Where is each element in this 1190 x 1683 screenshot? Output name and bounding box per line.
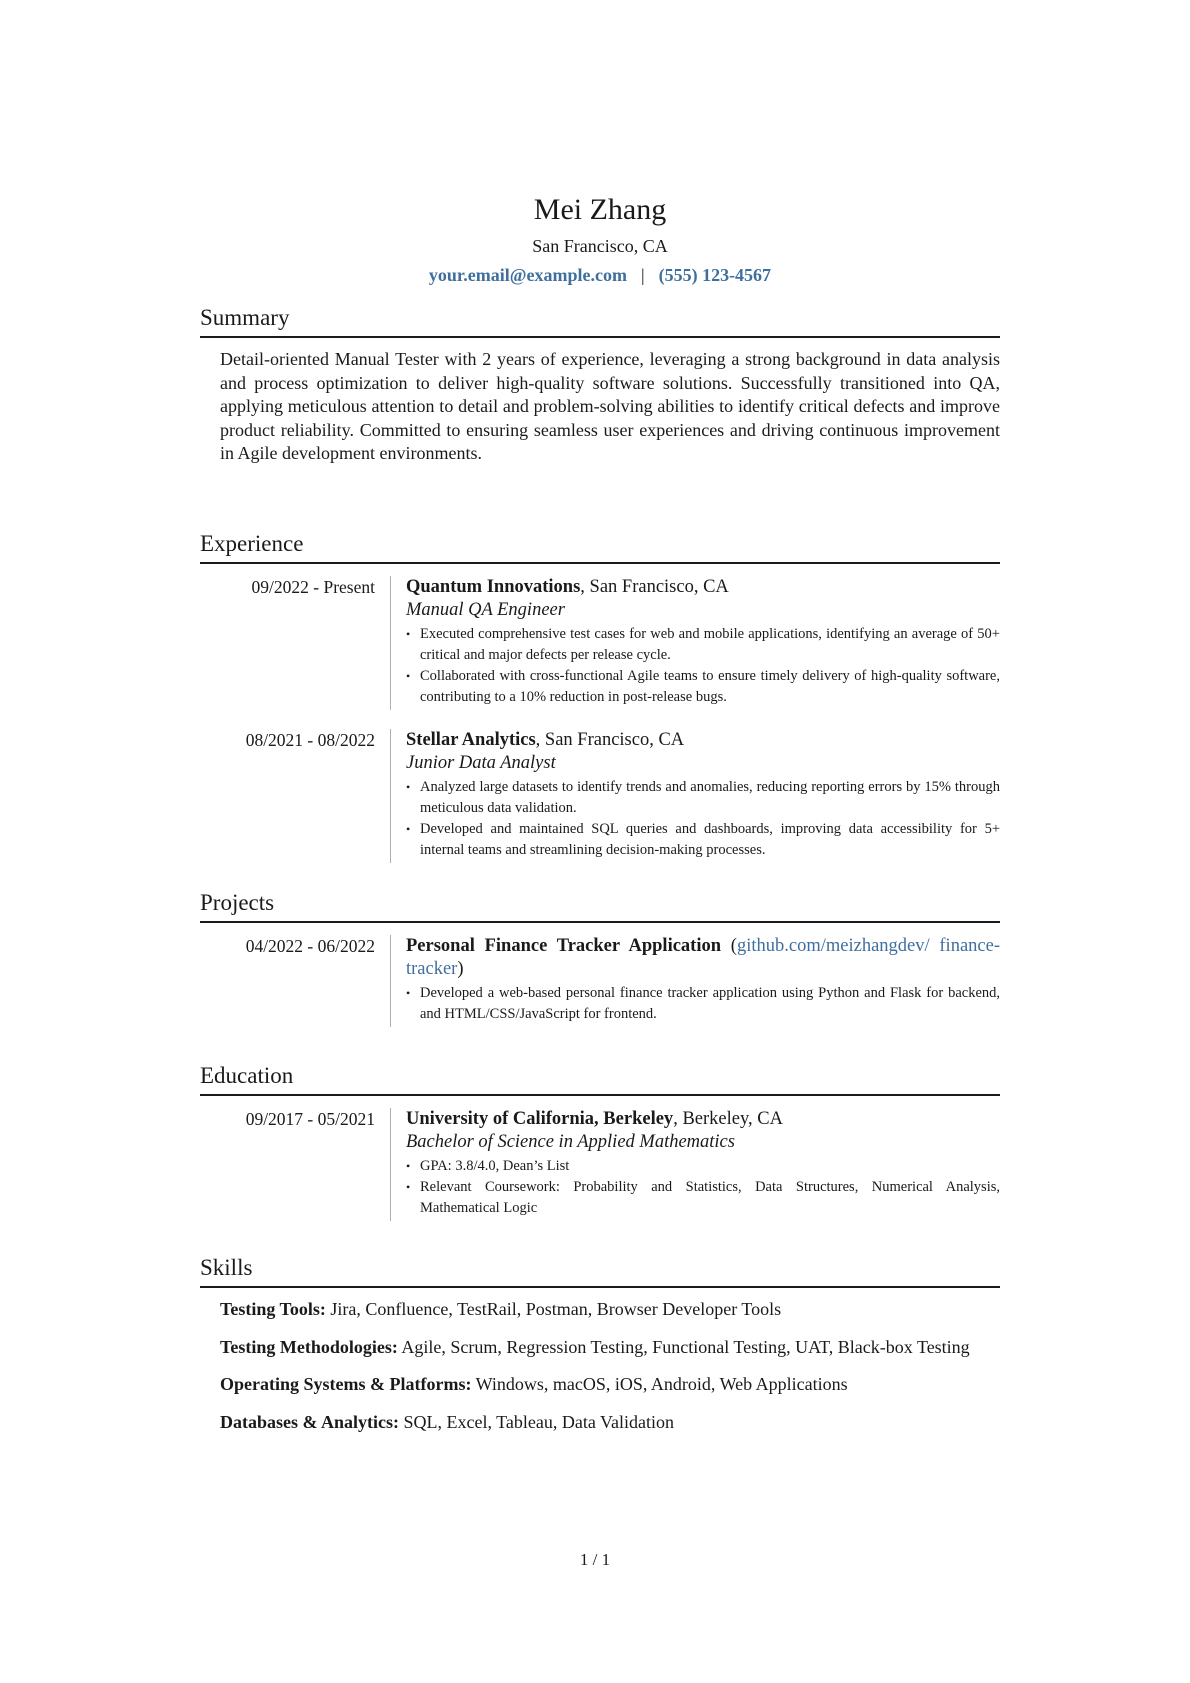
bullet-item: • Developed a web-based personal finance tracker application using Python and Flask for backend, and HTML/CSS/JavaScript for frontend.	[406, 983, 1000, 1025]
bullet-item: • Relevant Coursework: Probability and Statistics, Data Structures, Numerical Analysis, Mathematical Logic	[406, 1177, 1000, 1219]
phone-link[interactable]: (555) 123-4567	[658, 265, 772, 285]
entry-location: , San Francisco, CA	[580, 577, 729, 597]
section-title-education: Education	[200, 1062, 1000, 1096]
entry-degree: Bachelor of Science in Applied Mathematics	[406, 1132, 735, 1152]
candidate-name: Mei Zhang	[533, 193, 667, 226]
entry-bullets	[406, 1156, 1000, 1219]
section-title-experience: Experience	[200, 530, 1000, 564]
entry-heading	[406, 935, 1000, 981]
entry-organization: Stellar Analytics	[406, 730, 536, 750]
education-entry	[200, 1108, 1000, 1221]
page-number: 1 / 1	[579, 1550, 611, 1569]
entry-heading	[406, 576, 1000, 599]
email-link[interactable]: your.email@example.com	[428, 265, 627, 285]
projects-section	[200, 889, 1000, 1027]
skill-label: Operating Systems & Platforms:	[220, 1374, 472, 1394]
entry-date: 04/2022 - 06/2022	[245, 936, 375, 956]
bullet-item: • Collaborated with cross-functional Agile teams to ensure timely delivery of high-quality software, contributing to a 10% reduction in post-release bugs.	[406, 666, 1000, 708]
entry-date: 09/2022 - Present	[251, 577, 375, 597]
skills-section	[200, 1254, 1000, 1434]
entry-role: Junior Data Analyst	[406, 753, 556, 773]
entry-date: 08/2021 - 08/2022	[245, 730, 375, 750]
skill-value: Jira, Confluence, TestRail, Postman, Browser Developer Tools	[325, 1299, 782, 1319]
entry-organization: University of California, Berkeley	[406, 1109, 674, 1129]
skill-row	[220, 1373, 1000, 1397]
skill-value: SQL, Excel, Tableau, Data Validation	[399, 1411, 675, 1432]
entry-body	[390, 729, 1000, 863]
entry-date: 09/2017 - 05/2021	[245, 1109, 375, 1129]
skill-label: Testing Methodologies:	[220, 1336, 398, 1357]
contact-line	[200, 263, 1000, 287]
skill-label: Testing Tools:	[220, 1299, 326, 1319]
entry-role: Manual QA Engineer	[406, 600, 565, 620]
experience-entry	[200, 576, 1000, 710]
skill-label: Databases & Analytics:	[220, 1411, 399, 1432]
entry-body	[390, 1108, 1000, 1221]
bullet-item: • GPA: 3.8/4.0, Dean’s List	[406, 1156, 1000, 1177]
entry-heading	[406, 1108, 1000, 1131]
skill-value: Agile, Scrum, Regression Testing, Functional Testing, UAT, Black-box Testing	[397, 1336, 970, 1357]
section-title-projects: Projects	[200, 889, 1000, 923]
education-section	[200, 1062, 1000, 1221]
entry-organization: Quantum Innovations	[406, 577, 581, 597]
skill-row	[220, 1298, 1000, 1322]
link-open-paren: (	[721, 936, 737, 956]
entry-location: , Berkeley, CA	[673, 1109, 783, 1129]
entry-body	[390, 576, 1000, 710]
section-title-summary: Summary	[200, 304, 1000, 338]
project-entry	[200, 935, 1000, 1027]
bullet-item: • Analyzed large datasets to identify trends and anomalies, reducing reporting errors by 15% through meticulous data validation.	[406, 777, 1000, 819]
summary-text: Detail-oriented Manual Tester with 2 years of experience, leveraging a strong background in data analysis and process optimization to deliver high-quality software solutions. Successfully transitioned into QA, applying meticulous attention to detail and problem-solving abilities to identify critical defects and improve product reliability. Committed to ensuring seamless user experiences and driving continuous improvement in Agile development environments.	[220, 349, 1000, 463]
project-name: Personal Finance Tracker Application	[406, 936, 722, 956]
entry-heading	[406, 729, 1000, 752]
resume-header	[200, 192, 1000, 287]
link-close-paren: )	[457, 959, 464, 979]
candidate-location: San Francisco, CA	[532, 236, 668, 256]
entry-bullets	[406, 777, 1000, 861]
project-repo-link[interactable]: github.com/meizhangdev/ finance-tracker	[406, 936, 1000, 979]
experience-section	[200, 530, 1000, 863]
section-title-skills: Skills	[200, 1254, 1000, 1288]
entry-bullets	[406, 624, 1000, 708]
skill-row	[220, 1411, 1000, 1435]
entry-location: , San Francisco, CA	[535, 730, 685, 750]
experience-entry	[200, 729, 1000, 863]
bullet-item: • Executed comprehensive test cases for web and mobile applications, identifying an average of 50+ critical and major defects per release cycle.	[406, 624, 1000, 666]
skill-value: Windows, macOS, iOS, Android, Web Applications	[471, 1374, 848, 1394]
skill-row	[220, 1336, 1000, 1360]
bullet-item: • Developed and maintained SQL queries and dashboards, improving data accessibility for 5+ internal teams and streamlining decision-making processes.	[406, 819, 1000, 861]
contact-separator: |	[640, 265, 645, 285]
entry-body	[390, 935, 1000, 1027]
entry-bullets	[406, 983, 1000, 1025]
summary-section	[200, 304, 1000, 466]
